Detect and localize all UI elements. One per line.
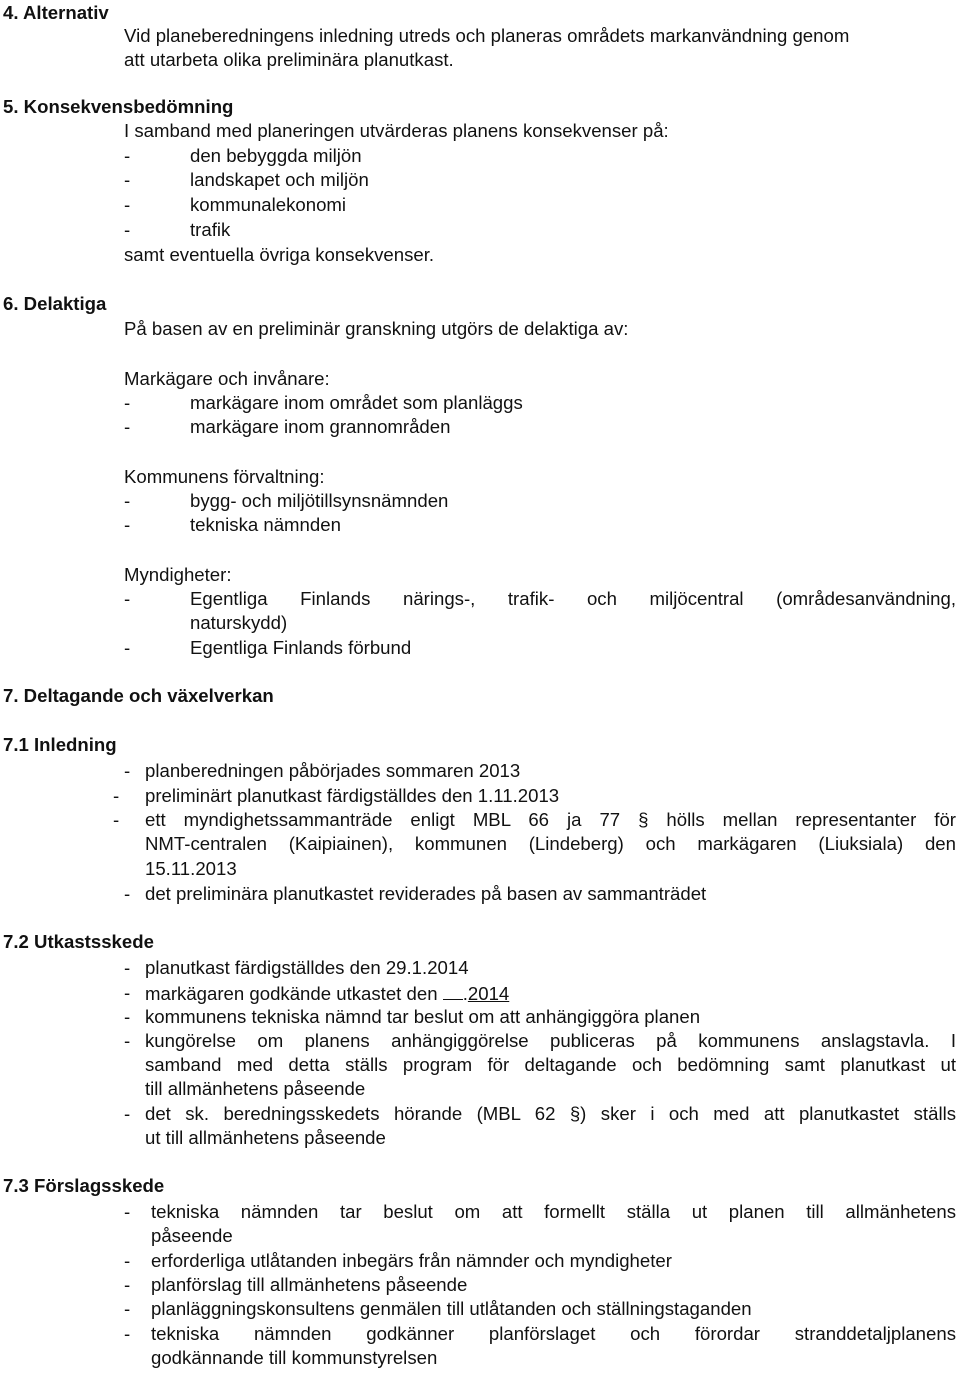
group-3-item-1-line-2: naturskydd): [190, 612, 288, 633]
bullet-dash: -: [124, 1298, 131, 1319]
bullet-dash: -: [124, 416, 131, 437]
bullet-dash: -: [113, 785, 120, 806]
section-6-heading: 6. Delaktiga: [3, 293, 107, 314]
section-7-1-bullet-2: preliminärt planutkast färdigställdes den 1.11.2013: [145, 785, 560, 806]
section-7-2-bullet-1: planutkast färdigställdes den 29.1.2014: [145, 957, 469, 978]
bullet-dash: -: [124, 982, 131, 1003]
bullet-dash: -: [124, 883, 131, 904]
section-5-bullet-4: trafik: [190, 219, 231, 240]
section-5-bullet-2: landskapet och miljön: [190, 169, 369, 190]
group-2-item-2: tekniska nämnden: [190, 514, 341, 535]
bullet-dash: -: [113, 809, 120, 830]
section-7-3-bullet-5-line-1: tekniska nämnden godkänner planförslaget och förordar stranddetaljplanens: [151, 1323, 956, 1344]
bullet-dash: -: [124, 145, 131, 166]
section-5-heading: 5. Konsekvensbedömning: [3, 96, 234, 117]
bullet-dash: -: [124, 1323, 131, 1344]
section-7-3-bullet-3: planförslag till allmänhetens påseende: [151, 1274, 468, 1295]
section-5-bullet-1: den bebyggda miljön: [190, 145, 362, 166]
section-7-3-heading: 7.3 Förslagsskede: [3, 1175, 165, 1196]
group-3-title: Myndigheter:: [124, 564, 232, 585]
section-7-2-heading: 7.2 Utkastsskede: [3, 931, 154, 952]
section-7-3-bullet-5-line-2: godkännande till kommunstyrelsen: [151, 1347, 438, 1368]
bullet-dash: -: [124, 1006, 131, 1027]
group-2-title: Kommunens förvaltning:: [124, 466, 325, 487]
bullet-2-dot: .: [462, 983, 468, 1004]
section-7-3-bullet-2: erforderliga utlåtanden inbegärs från nämnder och myndigheter: [151, 1250, 672, 1271]
group-1-item-1: markägare inom området som planläggs: [190, 392, 523, 413]
bullet-dash: -: [124, 588, 131, 609]
section-7-3-bullet-4: planläggningskonsultens genmälen till utlåtanden och ställningstaganden: [151, 1298, 752, 1319]
section-7-2-bullet-5-line-1: det sk. beredningsskedets hörande (MBL 62 §) sker i och med att planutkastet ställs: [145, 1103, 956, 1124]
section-7-1-bullet-3-line-1: ett myndighetssammanträde enligt MBL 66 ja 77 § hölls mellan representanter för: [145, 809, 956, 830]
group-3-item-1-line-1: Egentliga Finlands närings-, trafik- och miljöcentral (områdesanvändning,: [190, 588, 956, 609]
section-7-1-bullet-3-line-2: NMT-centralen (Kaipiainen), kommunen (Lindeberg) och markägaren (Liuksiala) den: [145, 833, 956, 854]
bullet-dash: -: [124, 514, 131, 535]
section-4-heading: 4. Alternativ: [3, 2, 109, 23]
blank-day-field: [443, 982, 463, 1000]
bullet-2-year: 2014: [467, 983, 510, 1004]
bullet-dash: -: [124, 219, 131, 240]
section-7-2-bullet-5-line-2: ut till allmänhetens påseende: [145, 1127, 386, 1148]
section-7-1-bullet-1: planberedningen påbörjades sommaren 2013: [145, 760, 521, 781]
section-7-3-bullet-1-line-1: tekniska nämnden tar beslut om att formellt ställa ut planen till allmänhetens: [151, 1201, 956, 1222]
bullet-dash: -: [124, 392, 131, 413]
section-7-2-bullet-4-line-2: samband med detta ställs program för deltagande och bedömning samt planutkast ut: [145, 1054, 956, 1075]
section-7-1-heading: 7.1 Inledning: [3, 734, 117, 755]
section-7-1-bullet-3-line-3: 15.11.2013: [145, 858, 237, 879]
section-5-intro: I samband med planeringen utvärderas planens konsekvenser på:: [124, 120, 669, 141]
bullet-dash: -: [124, 1250, 131, 1271]
bullet-dash: -: [124, 194, 131, 215]
section-6-intro: På basen av en preliminär granskning utgörs de delaktiga av:: [124, 318, 629, 339]
bullet-dash: -: [124, 1103, 131, 1124]
bullet-dash: -: [124, 1201, 131, 1222]
bullet-dash: -: [124, 490, 131, 511]
section-7-3-bullet-1-line-2: påseende: [151, 1225, 233, 1246]
bullet-dash: -: [124, 1030, 131, 1051]
group-3-item-2: Egentliga Finlands förbund: [190, 637, 412, 658]
section-5-closing: samt eventuella övriga konsekvenser.: [124, 244, 435, 265]
section-7-heading: 7. Deltagande och växelverkan: [3, 685, 274, 706]
bullet-dash: -: [124, 957, 131, 978]
bullet-dash: -: [124, 169, 131, 190]
section-7-2-bullet-3: kommunens tekniska nämnd tar beslut om att anhängiggöra planen: [145, 1006, 701, 1027]
section-7-1-bullet-4: det preliminära planutkastet reviderades på basen av sammanträdet: [145, 883, 707, 904]
section-4-text-line-2: att utarbeta olika preliminära planutkast.: [124, 49, 454, 70]
bullet-dash: -: [124, 637, 131, 658]
section-7-2-bullet-2: [145, 982, 509, 1005]
group-2-item-1: bygg- och miljötillsynsnämnden: [190, 490, 449, 511]
bullet-dash: -: [124, 760, 131, 781]
section-4-text-line-1: Vid planeberedningens inledning utreds och planeras områdets markanvändning genom: [124, 25, 850, 46]
group-1-title: Markägare och invånare:: [124, 368, 330, 389]
section-5-bullet-3: kommunalekonomi: [190, 194, 347, 215]
bullet-dash: -: [124, 1274, 131, 1295]
section-7-2-bullet-4-line-3: till allmänhetens påseende: [145, 1078, 366, 1099]
bullet-2-text: markägaren godkände utkastet den: [145, 983, 438, 1004]
group-1-item-2: markägare inom grannområden: [190, 416, 451, 437]
section-7-2-bullet-4-line-1: kungörelse om planens anhängiggörelse publiceras på kommunens anslagstavla. I: [145, 1030, 956, 1051]
